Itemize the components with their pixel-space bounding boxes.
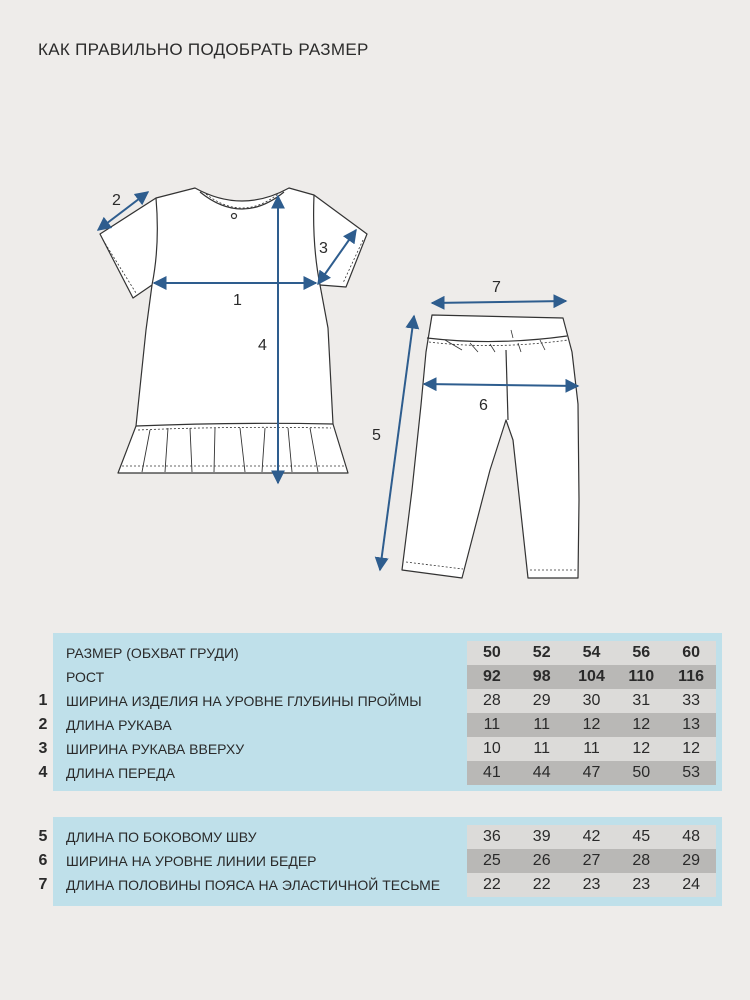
table-row (0, 761, 750, 785)
table-cell: 50 (483, 644, 501, 661)
table-cell: 11 (533, 716, 550, 733)
table-cell: 29 (682, 852, 700, 869)
row-label: ДЛИНА ПО БОКОВОМУ ШВУ (66, 829, 257, 845)
table-cell: 42 (582, 828, 601, 845)
table-cell: 11 (533, 740, 550, 757)
row-label: РОСТ (66, 669, 105, 685)
row-label: ШИРИНА РУКАВА ВВЕРХУ (66, 741, 245, 757)
table-cell: 60 (682, 644, 700, 661)
table-cell: 29 (532, 692, 551, 709)
table-cell: 31 (632, 692, 651, 709)
table-cell: 12 (582, 716, 601, 733)
row-number: 7 (38, 876, 48, 893)
table-cell: 110 (628, 668, 655, 685)
table-cell: 28 (483, 692, 501, 709)
row-number: 2 (38, 716, 48, 733)
table-row (0, 849, 750, 873)
table-cell: 12 (682, 740, 700, 757)
row-number: 6 (38, 852, 48, 869)
row-label: ДЛИНА ПОЛОВИНЫ ПОЯСА НА ЭЛАСТИЧНОЙ ТЕСЬМЕ (66, 877, 441, 893)
table-cell: 41 (483, 764, 501, 781)
row-label: РАЗМЕР (ОБХВАТ ГРУДИ) (66, 645, 239, 661)
table-row (0, 737, 750, 761)
table-cell: 52 (532, 644, 551, 661)
table-row (0, 873, 750, 897)
row-label: ДЛИНА РУКАВА (66, 717, 172, 733)
table-row (0, 713, 750, 737)
table-cell: 44 (532, 764, 551, 781)
table-cell: 53 (682, 764, 700, 781)
table-cell: 11 (483, 716, 501, 733)
table-cell: 24 (682, 876, 700, 893)
page-title: КАК ПРАВИЛЬНО ПОДОБРАТЬ РАЗМЕР (38, 40, 369, 59)
table-cell: 23 (582, 876, 601, 893)
table-row (0, 641, 750, 665)
callout-3: 3 (319, 240, 328, 257)
table-cell: 30 (582, 692, 601, 709)
pants-drawing (402, 315, 579, 578)
table-cell: 116 (678, 668, 704, 685)
table-cell: 33 (682, 692, 700, 709)
arrow-7 (432, 301, 566, 303)
table-cell: 48 (682, 828, 700, 845)
callout-1: 1 (233, 292, 242, 309)
row-number: 1 (38, 692, 48, 709)
row-label: ШИРИНА ИЗДЕЛИЯ НА УРОВНЕ ГЛУБИНЫ ПРОЙМЫ (66, 693, 422, 709)
table-cell: 45 (632, 828, 651, 845)
table-cell: 98 (532, 668, 551, 685)
table-cell: 27 (582, 852, 601, 869)
table-cell: 28 (632, 852, 651, 869)
table-cell: 26 (532, 852, 551, 869)
row-label: ДЛИНА ПЕРЕДА (66, 765, 175, 781)
table-cell: 56 (632, 644, 651, 661)
table-cell: 25 (483, 852, 501, 869)
table-cell: 13 (682, 716, 700, 733)
callout-5: 5 (372, 427, 381, 444)
table-row (0, 665, 750, 689)
callout-4: 4 (258, 337, 267, 354)
table-row (0, 825, 750, 849)
row-number: 4 (38, 764, 48, 781)
table-cell: 22 (532, 876, 551, 893)
table-cell: 50 (632, 764, 651, 781)
table-cell: 11 (583, 740, 600, 757)
table-cell: 12 (632, 716, 651, 733)
callout-7: 7 (492, 279, 501, 296)
table-cell: 23 (632, 876, 651, 893)
table-cell: 22 (483, 876, 501, 893)
table-cell: 12 (632, 740, 651, 757)
table-cell: 39 (532, 828, 551, 845)
callout-6: 6 (479, 397, 488, 414)
callout-2: 2 (112, 192, 121, 209)
table-cell: 54 (582, 644, 601, 661)
row-label: ШИРИНА НА УРОВНЕ ЛИНИИ БЕДЕР (66, 853, 317, 869)
row-number: 5 (38, 828, 48, 845)
table-cell: 10 (483, 740, 501, 757)
table-cell: 36 (483, 828, 501, 845)
table-row (0, 689, 750, 713)
table-cell: 104 (578, 668, 605, 685)
row-number: 3 (38, 740, 48, 757)
table-cell: 47 (582, 764, 601, 781)
dress-drawing (100, 188, 367, 473)
table-cell: 92 (483, 668, 501, 685)
